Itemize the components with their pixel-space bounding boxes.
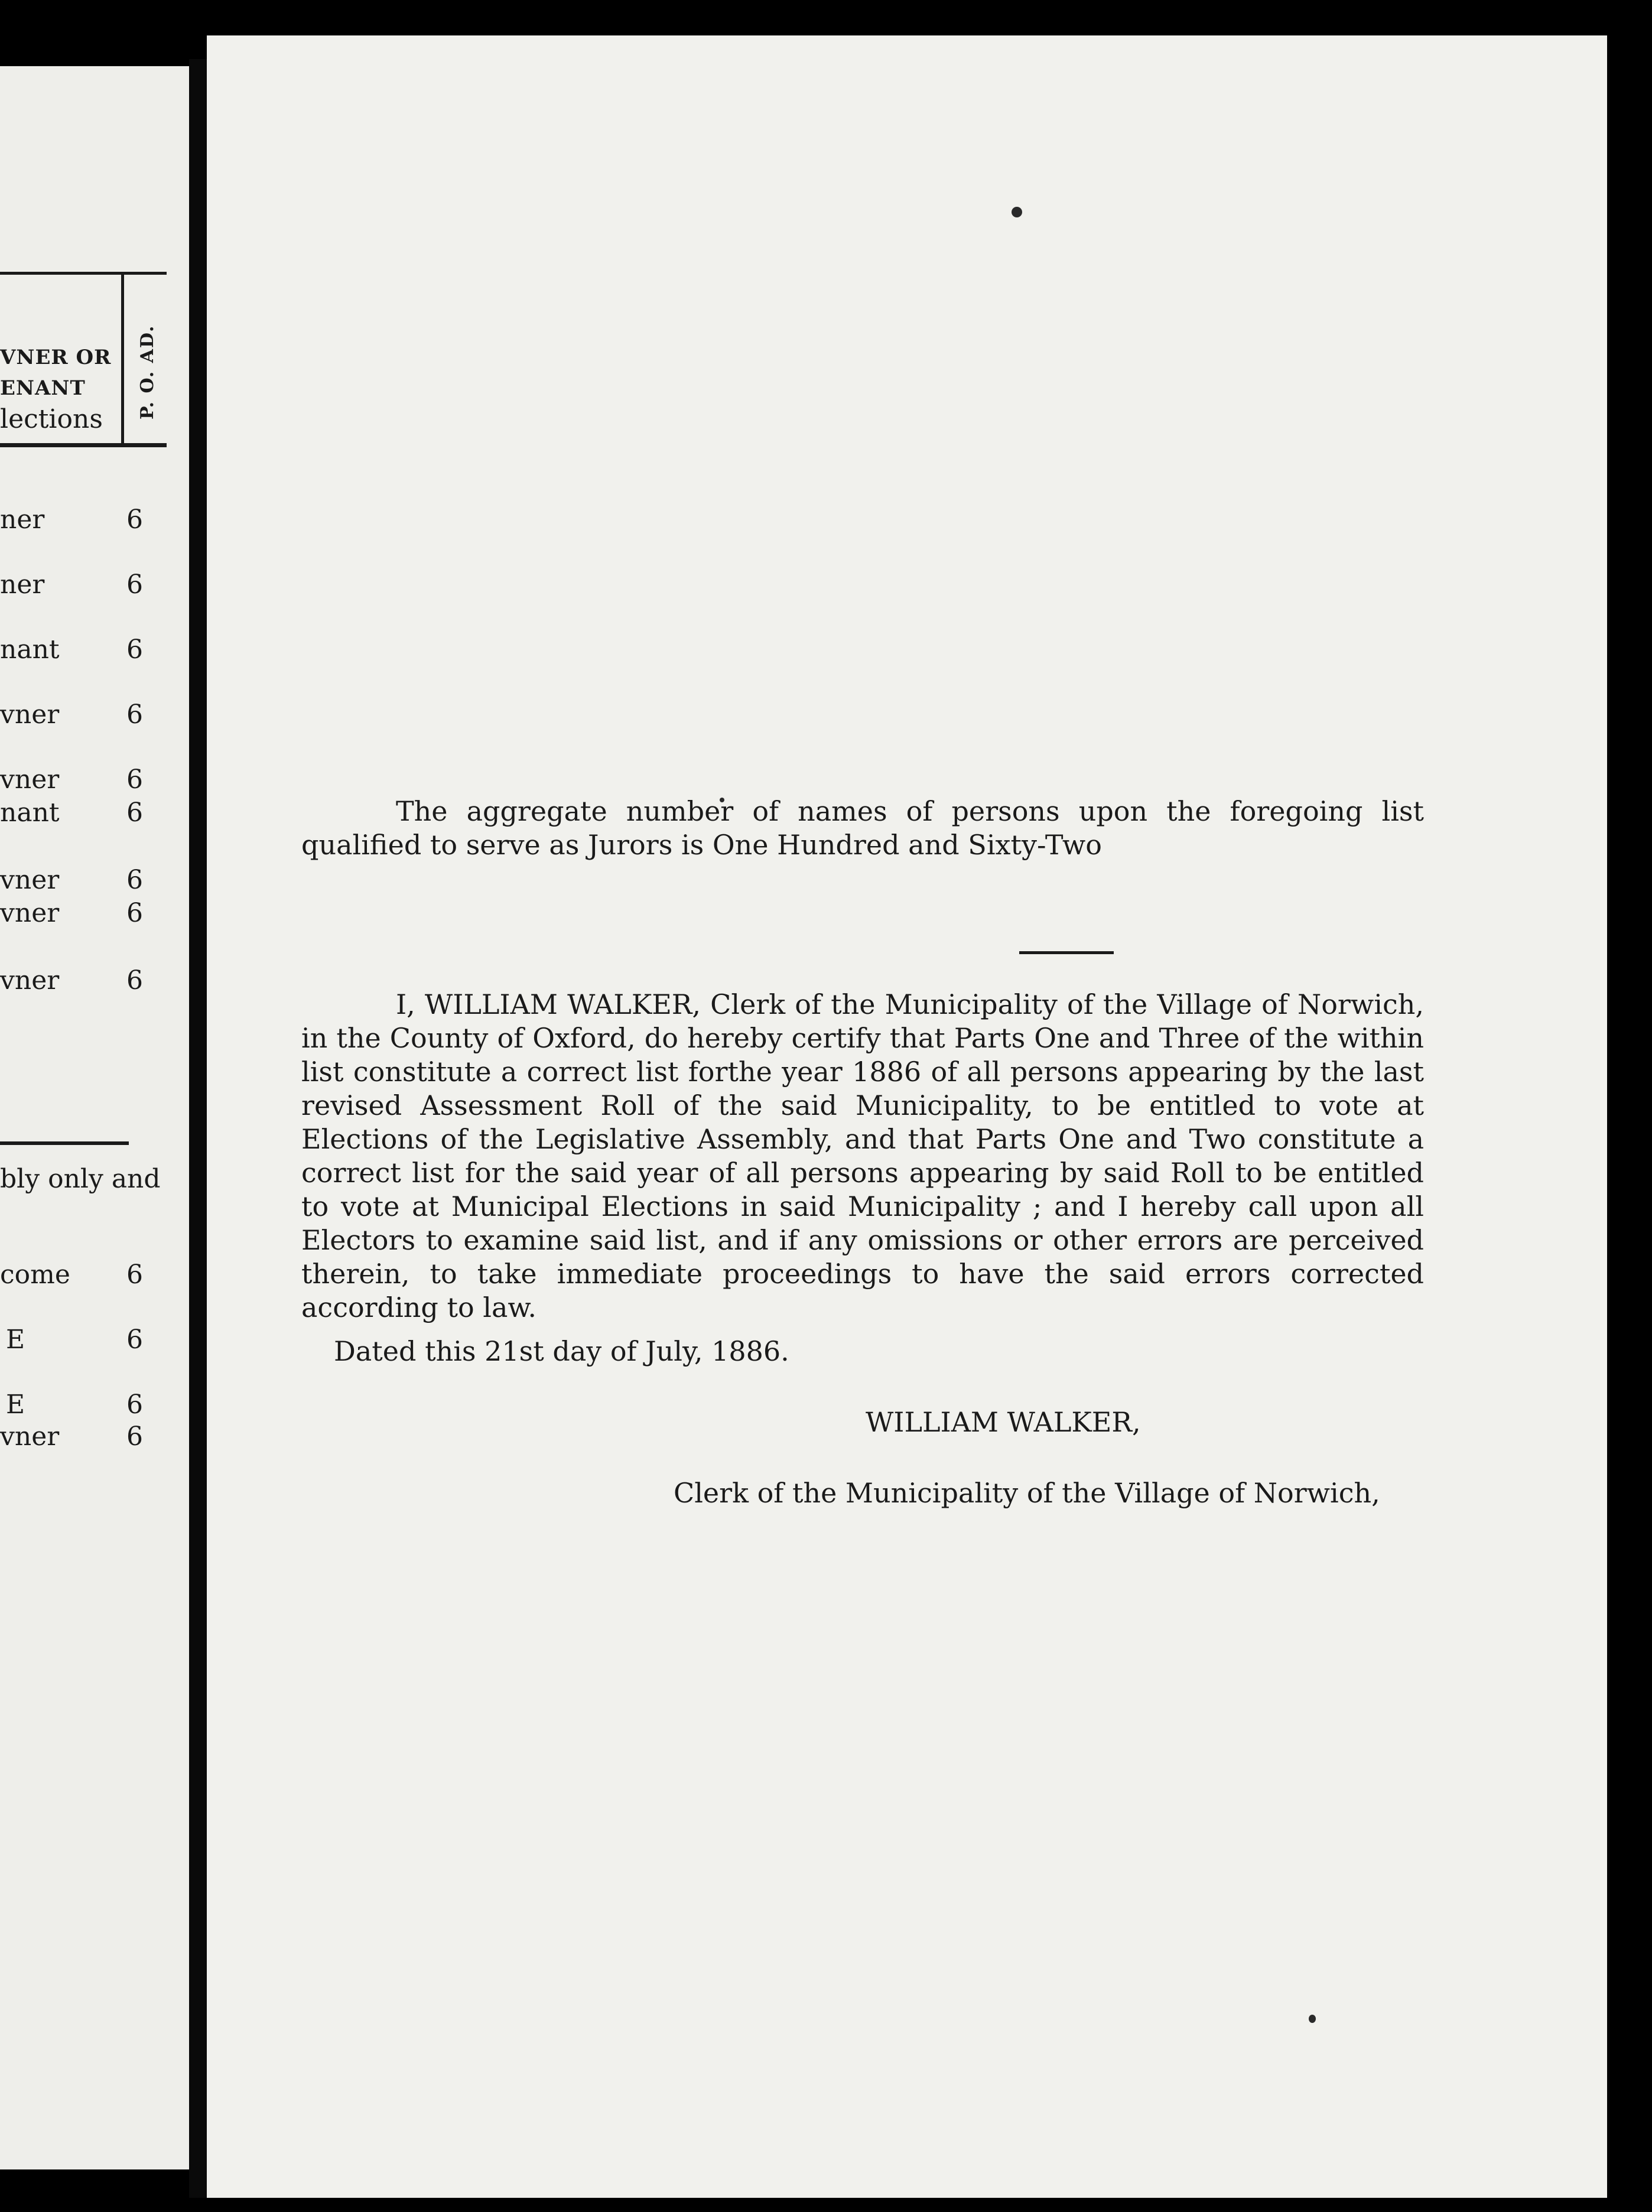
dated-line: Dated this 21st day of July, 1886. <box>334 1335 789 1367</box>
certificate-paragraph: I, WILLIAM WALKER, Clerk of the Municipality of the Village of Norwich, in the County of Oxford, do hereby certify that Parts One and Three of the within list constitute a correct list forthe year 1886 of all persons appearing by the last revised Assessment Roll of the said Municipality, to be entitled to vote at Elections of the Legislative Assembly, and that Parts One and Two constitute a correct list for the said year of all persons appearing by said Roll to be entitled to vote at Municipal Elections in said Municipality ; and I hereby call upon all Electors to examine said list, and if any omissions or other errors are perceived therein, to take immediate proceedings to have the said errors corrected according to law. <box>301 988 1424 1323</box>
section-heading-assembly: bly only and <box>0 1164 161 1194</box>
header-tenant: ENANT <box>0 376 86 400</box>
row-text: nant <box>0 798 60 828</box>
row-text: vner <box>0 765 60 795</box>
row-num: 6 <box>126 700 143 730</box>
row-num: 6 <box>126 1260 143 1290</box>
row-num: 6 <box>126 965 143 996</box>
row-num: 6 <box>126 505 143 535</box>
row-num: 6 <box>126 570 143 600</box>
row-text: E <box>6 1325 25 1355</box>
row-text: E <box>6 1390 25 1420</box>
row-text: ner <box>0 570 45 600</box>
row-num: 6 <box>126 865 143 895</box>
row-text: nant <box>0 635 60 665</box>
header-po-address: P. O. AD. <box>137 324 158 419</box>
ink-speck <box>1309 2015 1316 2023</box>
ink-speck <box>1012 207 1022 217</box>
row-text: vner <box>0 965 60 996</box>
header-divider <box>121 275 124 443</box>
row-text: vner <box>0 898 60 928</box>
row-num: 6 <box>126 1390 143 1420</box>
left-facing-page <box>0 66 189 2169</box>
row-text: vner <box>0 865 60 895</box>
aggregate-paragraph: The aggregate number of names of persons upon the foregoing list qualified to serve as Jurors is One Hundred and Sixty-Two <box>301 795 1424 861</box>
row-num: 6 <box>126 635 143 665</box>
signature-title: Clerk of the Municipality of the Village of Norwich, <box>674 1477 1380 1509</box>
section-heading-elections: lections <box>0 404 103 434</box>
signature-name: WILLIAM WALKER, <box>866 1406 1141 1438</box>
row-num: 6 <box>126 798 143 828</box>
row-num: 6 <box>126 765 143 795</box>
row-text: vner <box>0 700 60 730</box>
row-text: ner <box>0 505 45 535</box>
row-num: 6 <box>126 898 143 928</box>
separator-rule <box>1019 951 1114 954</box>
row-num: 6 <box>126 1421 143 1452</box>
row-text: vner <box>0 1421 60 1452</box>
row-num: 6 <box>126 1325 143 1355</box>
header-owner-or: VNER OR <box>0 346 112 369</box>
row-text: come <box>0 1260 70 1290</box>
section-rule <box>0 1141 129 1145</box>
main-page <box>207 35 1607 2198</box>
scan-border-right <box>1607 0 1652 2212</box>
